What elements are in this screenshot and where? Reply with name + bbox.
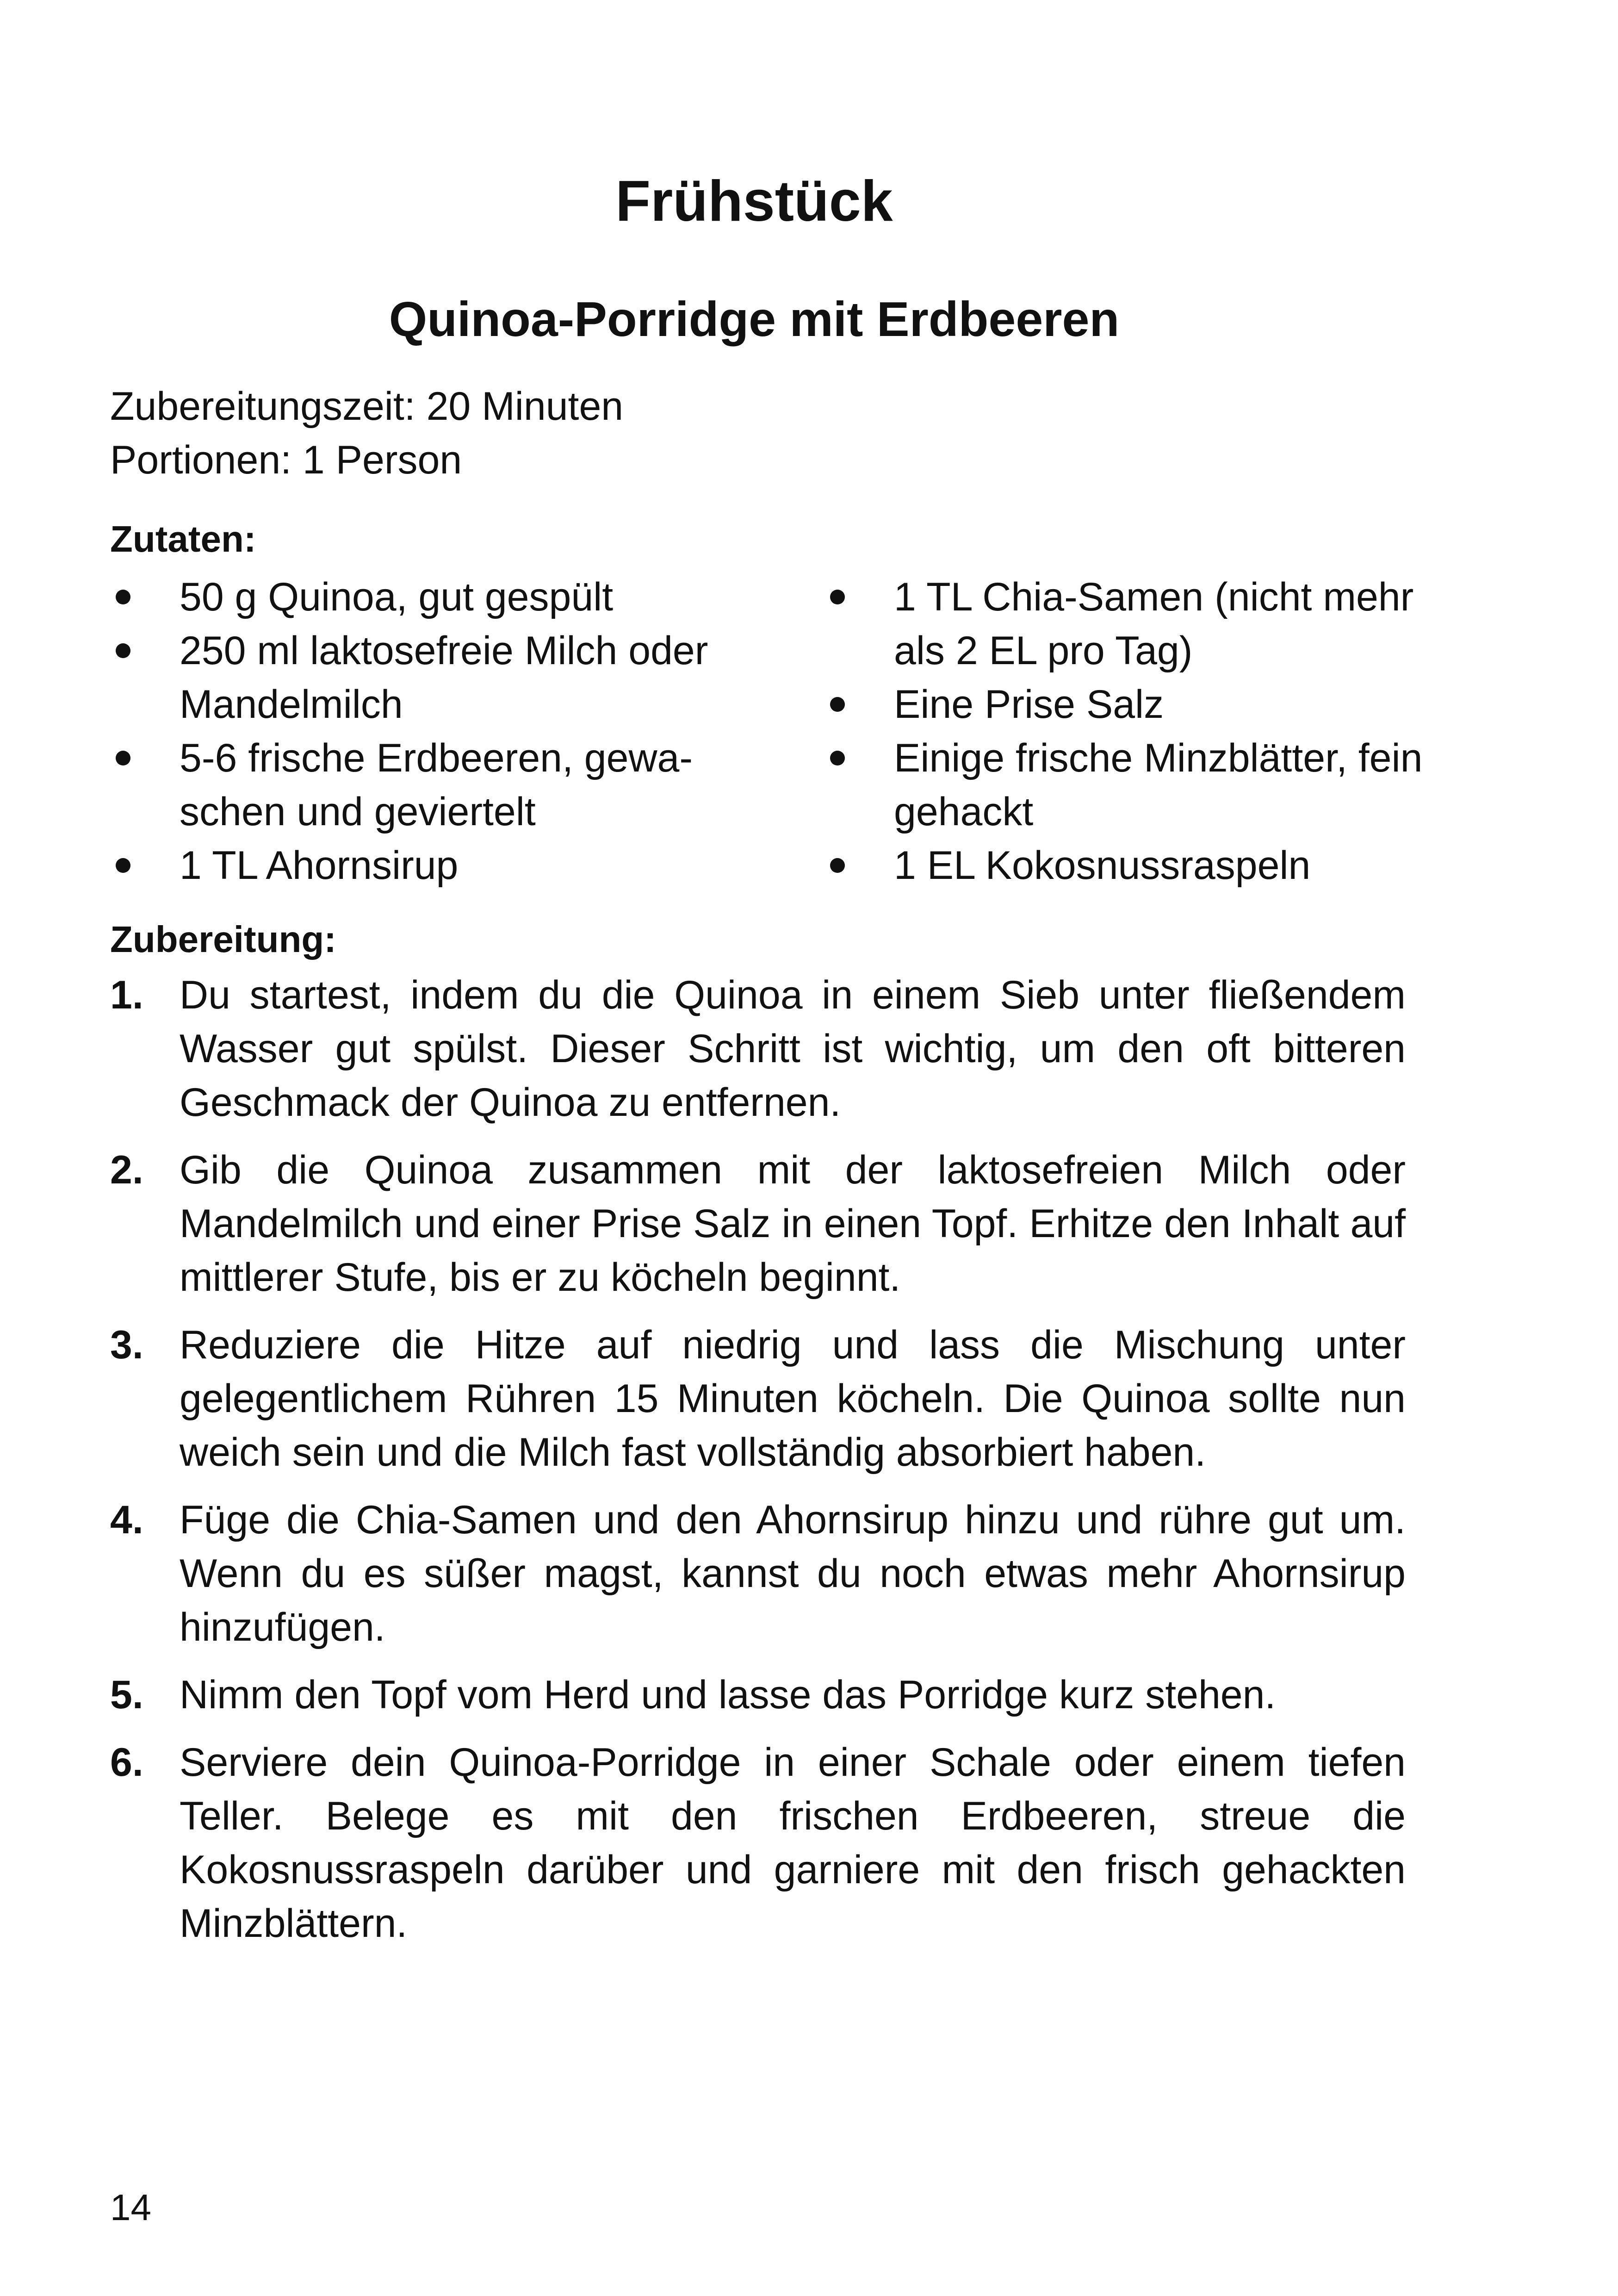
ingredient-item [110,839,721,892]
ingredients-list-left [110,570,721,892]
ingredient-item [824,570,1426,678]
ingredient-item [110,570,721,624]
page-number: 14 [110,2187,151,2228]
chapter-title: Frühstück [615,169,893,233]
preparation-steps [110,968,1406,1964]
step-text: Gib die Quinoa zusammen mit der laktosefreien Milch oder Mandelmilch und einer Prise Salz in einen Topf. Erhitze den Inhalt auf mittlerer Stufe, bis er zu köcheln beginnt. [180,1148,1406,1300]
prep-time: Zubereitungszeit: 20 Minuten [110,384,624,429]
step-text: Du startest, indem du die Quinoa in einem Sieb unter fließendem Wasser gut spülst. Dieser Schritt ist wichtig, um den oft bitteren Geschmack der Quinoa zu entfernen. [180,973,1406,1125]
step-item [110,968,1406,1129]
ingredient-item [824,839,1426,892]
ingredient-text: 1 TL Chia-Samen (nicht mehr als 2 EL pro Tag) [894,575,1414,673]
step-item [110,1668,1406,1722]
step-item [110,1493,1406,1654]
ingredients-heading: Zutaten: [110,518,256,560]
step-number: 2. [110,1148,143,1192]
ingredient-text: Eine Prise Salz [894,682,1164,727]
ingredient-text: 1 TL Ahornsirup [180,843,459,888]
ingredient-text: 5-6 frische Erdbeeren, gewa-schen und geviertelt [180,736,693,834]
step-number: 5. [110,1673,143,1717]
step-number: 6. [110,1740,143,1785]
step-item [110,1736,1406,1950]
ingredient-item [824,678,1426,731]
step-number: 4. [110,1498,143,1542]
ingredient-text: 250 ml laktosefreie Milch oder Mandelmilch [180,628,708,727]
preparation-heading: Zubereitung: [110,919,336,960]
step-item [110,1143,1406,1304]
step-item [110,1318,1406,1479]
ingredient-item [110,624,721,731]
ingredient-text: 1 EL Kokosnussraspeln [894,843,1311,888]
ingredient-item [824,731,1426,839]
ingredient-text: Einige frische Minzblätter, fein gehackt [894,736,1423,834]
recipe-meta [110,380,623,487]
step-text: Serviere dein Quinoa-Porridge in einer Schale oder einem tiefen Teller. Belege es mit den frischen Erdbeeren, streue die Kokosnussraspeln darüber und garniere mit den frisch gehackten Minzblättern. [180,1740,1406,1946]
step-text: Reduziere die Hitze auf niedrig und lass die Mischung unter gelegentlichem Rühren 15 Minuten köcheln. Die Quinoa sollte nun weich sein und die Milch fast vollständig absorbiert haben. [180,1323,1406,1475]
step-number: 1. [110,973,143,1017]
ingredient-text: 50 g Quinoa, gut gespült [180,575,614,619]
step-text: Nimm den Topf vom Herd und lasse das Porridge kurz stehen. [180,1673,1276,1717]
ingredients-list-right [824,570,1426,892]
step-text: Füge die Chia-Samen und den Ahornsirup hinzu und rühre gut um. Wenn du es süßer magst, kannst du noch etwas mehr Ahornsirup hinzufügen. [180,1498,1406,1649]
step-number: 3. [110,1323,143,1367]
recipe-title: Quinoa-Porridge mit Erdbeeren [389,292,1120,347]
ingredient-item [110,731,721,839]
servings: Portionen: 1 Person [110,438,462,482]
